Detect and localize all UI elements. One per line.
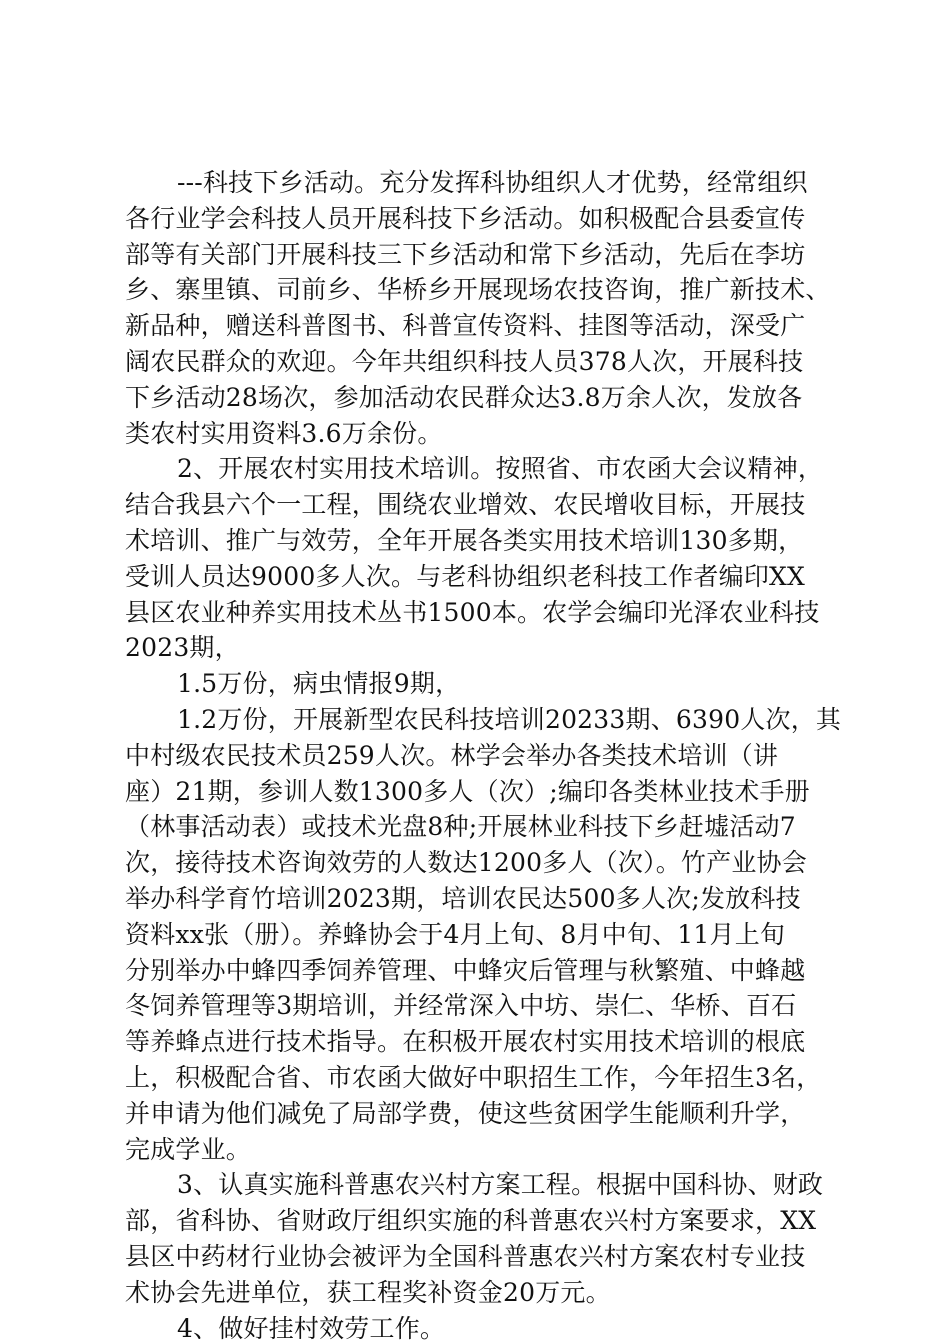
text-line: 次，接待技术咨询效劳的人数达1200多人（次）。竹产业协会	[125, 848, 807, 878]
text-line: （林事活动表）或技术光盘8种;开展林业科技下乡赶墟活动7	[125, 812, 796, 842]
text-line: 各行业学会科技人员开展科技下乡活动。如积极配合县委宣传	[125, 203, 806, 233]
text-line: 完成学业。	[125, 1134, 252, 1164]
text-line: 乡、寨里镇、司前乡、华桥乡开展现场农技咨询，推广新技术、	[125, 275, 831, 305]
text-line: 下乡活动28场次，参加活动农民群众达3.8万余人次，发放各	[125, 382, 803, 412]
text-line: 县区农业种养实用技术丛书1500本。农学会编印光泽农业科技	[125, 597, 820, 627]
text-line: 阔农民群众的欢迎。今年共组织科技人员378人次，开展科技	[125, 347, 804, 376]
text-line: 1.2万份，开展新型农民科技培训20233期、6390人次，其	[177, 705, 842, 734]
text-line: 并申请为他们减免了局部学费，使这些贫困学生能顺利升学，	[125, 1098, 806, 1128]
text-line: 中村级农民技术员259人次。林学会举办各类技术培训（讲	[125, 740, 779, 770]
text-line: 类农村实用资料3.6万余份。	[125, 418, 443, 448]
text-line: 1.5万份，病虫情报9期，	[177, 669, 461, 699]
text-line: 4、做好挂村效劳工作。	[177, 1313, 446, 1343]
text-line: 新品种，赠送科普图书、科普宣传资料、挂图等活动，深受广	[125, 311, 806, 341]
text-line: 分别举办中蜂四季饲养管理、中蜂灾后管理与秋繁殖、中蜂越	[125, 955, 806, 985]
text-line: 等养蜂点进行技术指导。在积极开展农村实用技术培训的根底	[125, 1027, 806, 1057]
text-line: 3、认真实施科普惠农兴村方案工程。根据中国科协、财政	[177, 1170, 824, 1200]
text-line: 冬饲养管理等3期培训，并经常深入中坊、崇仁、华桥、百石	[125, 991, 797, 1021]
text-line: 术培训、推广与效劳，全年开展各类实用技术培训130多期，	[125, 526, 804, 555]
text-line: 2023期，	[125, 633, 240, 663]
text-line: 县区中药材行业协会被评为全国科普惠农兴村方案农村专业技	[125, 1242, 806, 1271]
text-line: 2、开展农村实用技术培训。按照省、市农函大会议精神，	[177, 454, 824, 484]
text-line: 座）21期，参训人数1300多人（次）;编印各类林业技术手册	[125, 776, 810, 806]
text-line: 受训人员达9000多人次。与老科协组织老科技工作者编印XX	[125, 561, 806, 591]
text-line: 部，省科协、省财政厅组织实施的科普惠农兴村方案要求，XX	[125, 1206, 817, 1236]
text-line: 结合我县六个一工程，围绕农业增效、农民增收目标，开展技	[125, 490, 806, 520]
text-line: 术协会先进单位，获工程奖补资金20万元。	[125, 1277, 611, 1307]
text-line: 部等有关部门开展科技三下乡活动和常下乡活动，先后在李坊	[125, 239, 806, 269]
text-line: ---科技下乡活动。充分发挥科协组织人才优势，经常组织	[177, 168, 808, 197]
text-line: 资料xx张（册）。养蜂协会于4月上旬、8月中旬、11月上旬	[125, 919, 786, 949]
text-line: 上，积极配合省、市农函大做好中职招生工作，今年招生3名，	[125, 1063, 822, 1092]
text-line: 举办科学育竹培训2023期，培训农民达500多人次;发放科技	[125, 884, 801, 913]
